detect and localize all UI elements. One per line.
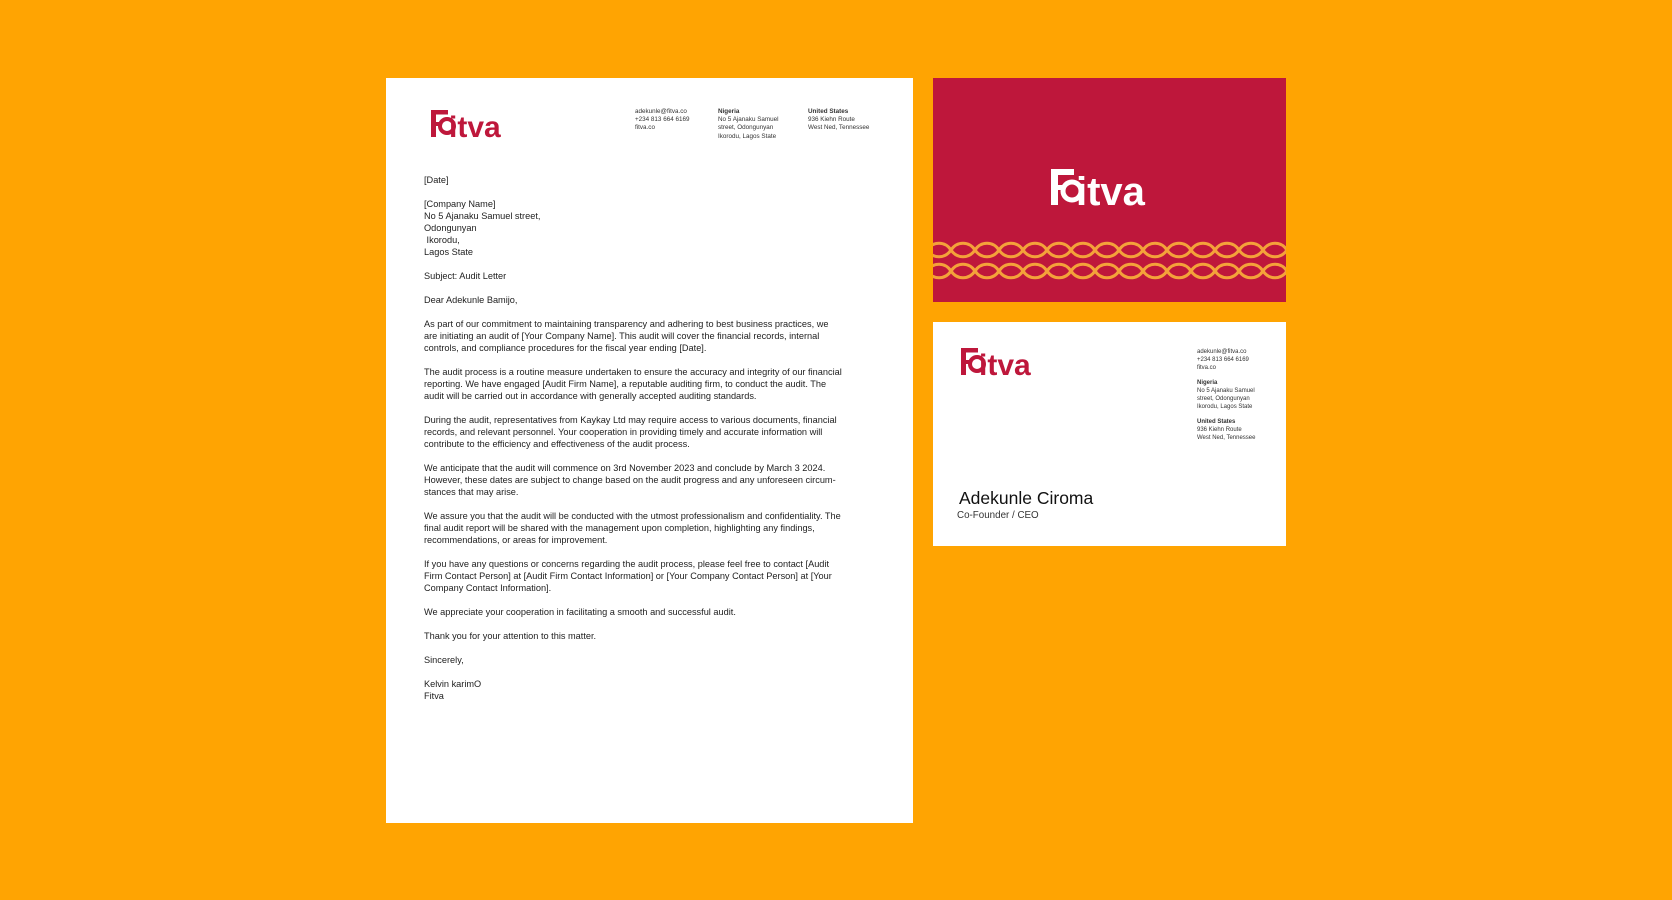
letter-paragraph: [424, 510, 876, 546]
paragraph-line: are initiating an audit of [Your Company Name]. This audit will cover the financial records, internal: [424, 331, 820, 341]
letterhead-nigeria-address: [718, 108, 779, 141]
letter-date: [Date]: [424, 175, 449, 185]
paragraph-line: Firm Contact Person] at [Audit Firm Contact Information] or [Your Company Contact Person] at [Your: [424, 571, 832, 581]
letter-paragraph: [424, 366, 876, 402]
recipient-line: No 5 Ajanaku Samuel street,: [424, 211, 541, 221]
svg-text:itva: itva: [979, 349, 1031, 380]
address-line: West Ned, Tennessee: [1197, 435, 1256, 441]
phone-text: +234 813 664 6169: [1197, 357, 1249, 363]
paragraph-line: audit will be carried out in accordance with generally accepted auditing standards.: [424, 391, 757, 401]
letter-subject: Subject: Audit Letter: [424, 271, 507, 281]
phone-text: +234 813 664 6169: [635, 116, 690, 124]
address-line: street, Odongunyan: [718, 124, 774, 132]
paragraph-line: If you have any questions or concerns regarding the audit process, please feel free to contact [Audit: [424, 559, 830, 569]
address-line: No 5 Ajanaku Samuel: [1197, 388, 1255, 394]
letter-closing: Sincerely,: [424, 655, 464, 665]
signature-name: Kelvin karimO: [424, 679, 482, 689]
letterhead-page: [386, 78, 913, 823]
letter-paragraph: [424, 630, 876, 642]
letter-body: [424, 174, 876, 714]
paragraph-line: final audit report will be shared with the management upon completion, highlighting any findings,: [424, 523, 815, 533]
paragraph-line: However, these dates are subject to change based on the audit progress and any unforeseen circum-: [424, 475, 836, 485]
fitva-logo: [960, 344, 1048, 380]
email-text: adekunle@fitva.co: [635, 108, 687, 115]
address-heading: Nigeria: [718, 108, 740, 115]
infinity-pattern: [933, 238, 1286, 288]
recipient-block: [424, 198, 876, 258]
paragraph-line: Thank you for your attention to this matter.: [424, 631, 597, 641]
fitva-logo: [430, 106, 518, 142]
address-line: 936 Kiehn Route: [808, 116, 855, 124]
address-line: Ikorodu, Lagos State: [1197, 404, 1253, 410]
paragraph-line: We appreciate your cooperation in facilitating a smooth and successful audit.: [424, 607, 736, 617]
letterhead-usa-address: [808, 108, 869, 133]
letter-signature: [424, 678, 876, 702]
address-line: 936 Kiehn Route: [1197, 427, 1242, 433]
letterhead-contact: [635, 108, 689, 133]
paragraph-line: records, and relevant personnel. Your cooperation in providing timely and accurate information will: [424, 427, 823, 437]
svg-text:itva: itva: [1076, 170, 1145, 211]
card-holder-role: Co-Founder / CEO: [957, 510, 1039, 521]
address-heading: Nigeria: [1197, 380, 1218, 386]
business-card-front: [933, 78, 1286, 302]
address-line: street, Odongunyan: [1197, 396, 1250, 402]
paragraph-line: controls, and compliance procedures for the fiscal year ending [Date].: [424, 343, 707, 353]
website-text: fitva.co: [635, 124, 655, 132]
address-line: West Ned, Tennessee: [808, 124, 870, 132]
recipient-line: [Company Name]: [424, 199, 496, 209]
email-text: adekunle@fitva.co: [1197, 349, 1247, 355]
address-heading: United States: [1197, 419, 1236, 425]
letter-salutation: Dear Adekunle Bamijo,: [424, 295, 518, 305]
letter-paragraph: [424, 414, 876, 450]
recipient-line: Odongunyan: [424, 223, 477, 233]
paragraph-line: As part of our commitment to maintaining transparency and adhering to best business practices, we: [424, 319, 829, 329]
address-line: Ikorodu, Lagos State: [718, 132, 777, 140]
card-holder-name: Adekunle Ciroma: [959, 488, 1094, 508]
paragraph-line: During the audit, representatives from Kaykay Ltd may require access to various documents, financial: [424, 415, 837, 425]
paragraph-line: We anticipate that the audit will commence on 3rd November 2023 and conclude by March 3 2024.: [424, 463, 826, 473]
card-contact-block: [1197, 348, 1255, 442]
fitva-logo-white: [1050, 165, 1170, 211]
address-heading: United States: [808, 108, 849, 115]
address-line: No 5 Ajanaku Samuel: [718, 116, 779, 124]
website-text: fitva.co: [1197, 365, 1217, 371]
paragraph-line: recommendations, or areas for improvement.: [424, 535, 608, 545]
signature-company: Fitva: [424, 691, 444, 701]
recipient-line: Ikorodu,: [424, 235, 460, 245]
letter-paragraph: [424, 462, 876, 498]
paragraph-line: reporting. We have engaged [Audit Firm Name], a reputable auditing firm, to conduct the audit. The: [424, 379, 827, 389]
paragraph-line: Company Contact Information].: [424, 583, 552, 593]
business-card-back: [933, 322, 1286, 546]
recipient-line: Lagos State: [424, 247, 474, 257]
paragraph-line: stances that may arise.: [424, 487, 519, 497]
paragraph-line: We assure you that the audit will be conducted with the utmost professionalism and confidentiality. The: [424, 511, 841, 521]
paragraph-line: The audit process is a routine measure undertaken to ensure the accuracy and integrity of our financial: [424, 367, 842, 377]
letter-paragraph: [424, 558, 876, 594]
letter-paragraph: [424, 318, 876, 354]
paragraph-line: contribute to the efficiency and effectiveness of the audit process.: [424, 439, 690, 449]
letter-paragraph: [424, 606, 876, 618]
svg-text:itva: itva: [449, 111, 501, 142]
